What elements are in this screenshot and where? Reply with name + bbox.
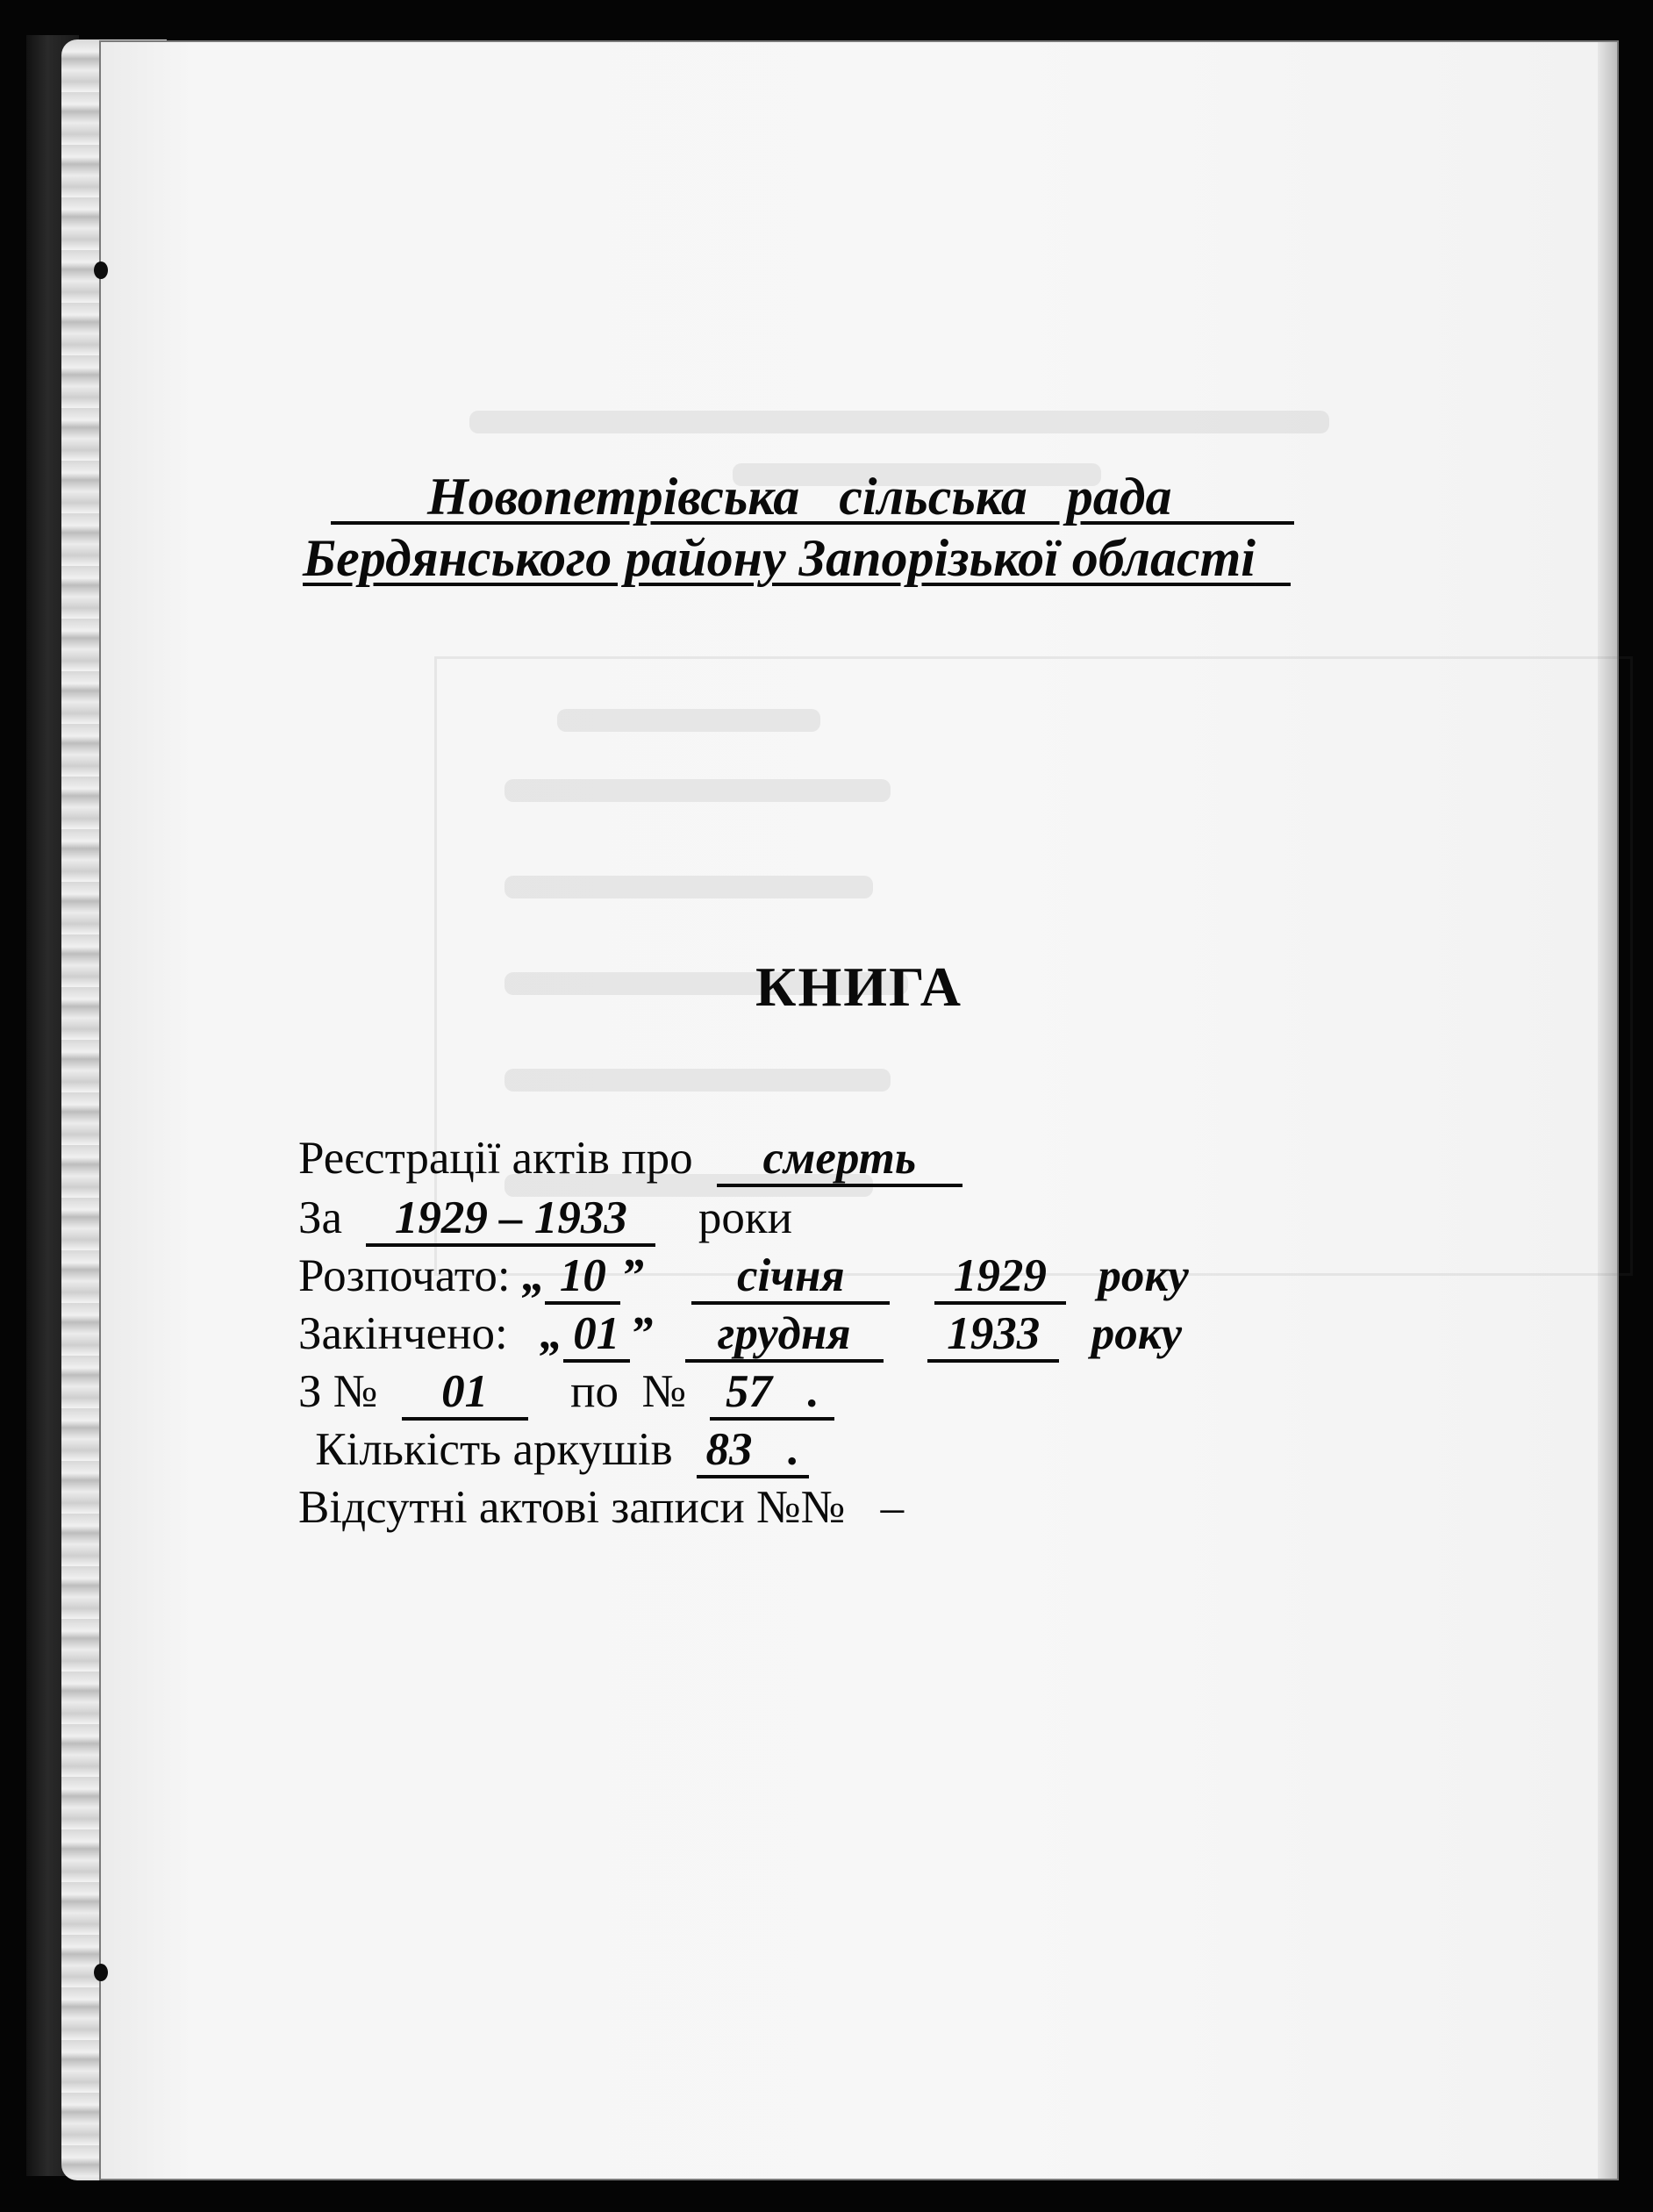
- registration-row: [298, 1135, 962, 1187]
- finished-month: грудня: [685, 1311, 884, 1363]
- period-prefix: За: [298, 1192, 343, 1243]
- sheets-count: 83: [705, 1424, 753, 1475]
- registration-type: смерть: [717, 1135, 962, 1187]
- started-label: Розпочато:: [298, 1250, 511, 1301]
- finished-suffix: року: [1091, 1308, 1183, 1359]
- number-to-end: .: [807, 1366, 819, 1417]
- book-title: КНИГА: [755, 956, 962, 1018]
- finished-open-quote: „: [540, 1308, 563, 1359]
- document-content: [101, 42, 1617, 2179]
- council-name-line: [331, 470, 1294, 525]
- started-open-quote: „: [521, 1250, 546, 1301]
- district-name: Бердянського району Запорізької області: [303, 529, 1256, 587]
- council-name: Новопетрівська сільська рада: [427, 468, 1172, 526]
- finished-year: 1933: [927, 1311, 1059, 1363]
- started-month: січня: [691, 1253, 890, 1305]
- missing-records-value: –: [880, 1482, 905, 1533]
- number-to-field: [710, 1366, 834, 1421]
- missing-records-row: [298, 1482, 905, 1533]
- period-years: 1929 – 1933: [366, 1195, 655, 1247]
- started-suffix: року: [1098, 1250, 1189, 1301]
- number-to: 57: [725, 1366, 772, 1417]
- started-row: [298, 1250, 1189, 1305]
- district-line: [303, 529, 1291, 587]
- registration-label: Реєстрації актів про: [298, 1133, 693, 1184]
- number-from: 01: [402, 1369, 528, 1421]
- number-range-row: [298, 1366, 834, 1421]
- started-day: 10: [545, 1253, 620, 1305]
- document-page: [101, 42, 1617, 2179]
- started-year: 1929: [934, 1253, 1066, 1305]
- sheets-label: Кількість аркушів: [315, 1424, 673, 1475]
- started-close-quote: ”: [620, 1250, 644, 1301]
- finished-row: [298, 1308, 1183, 1363]
- finished-day: 01: [563, 1311, 630, 1363]
- missing-records-label: Відсутні актові записи №№: [298, 1482, 846, 1533]
- sheets-field: [697, 1424, 809, 1478]
- finished-label: Закінчено:: [298, 1308, 508, 1359]
- period-suffix: роки: [698, 1192, 792, 1243]
- finished-close-quote: ”: [629, 1308, 654, 1359]
- sheets-end: .: [788, 1424, 800, 1475]
- period-row: [298, 1192, 792, 1247]
- number-from-label: З №: [298, 1366, 378, 1417]
- number-to-label: по №: [570, 1366, 687, 1417]
- sheets-row: [298, 1424, 809, 1478]
